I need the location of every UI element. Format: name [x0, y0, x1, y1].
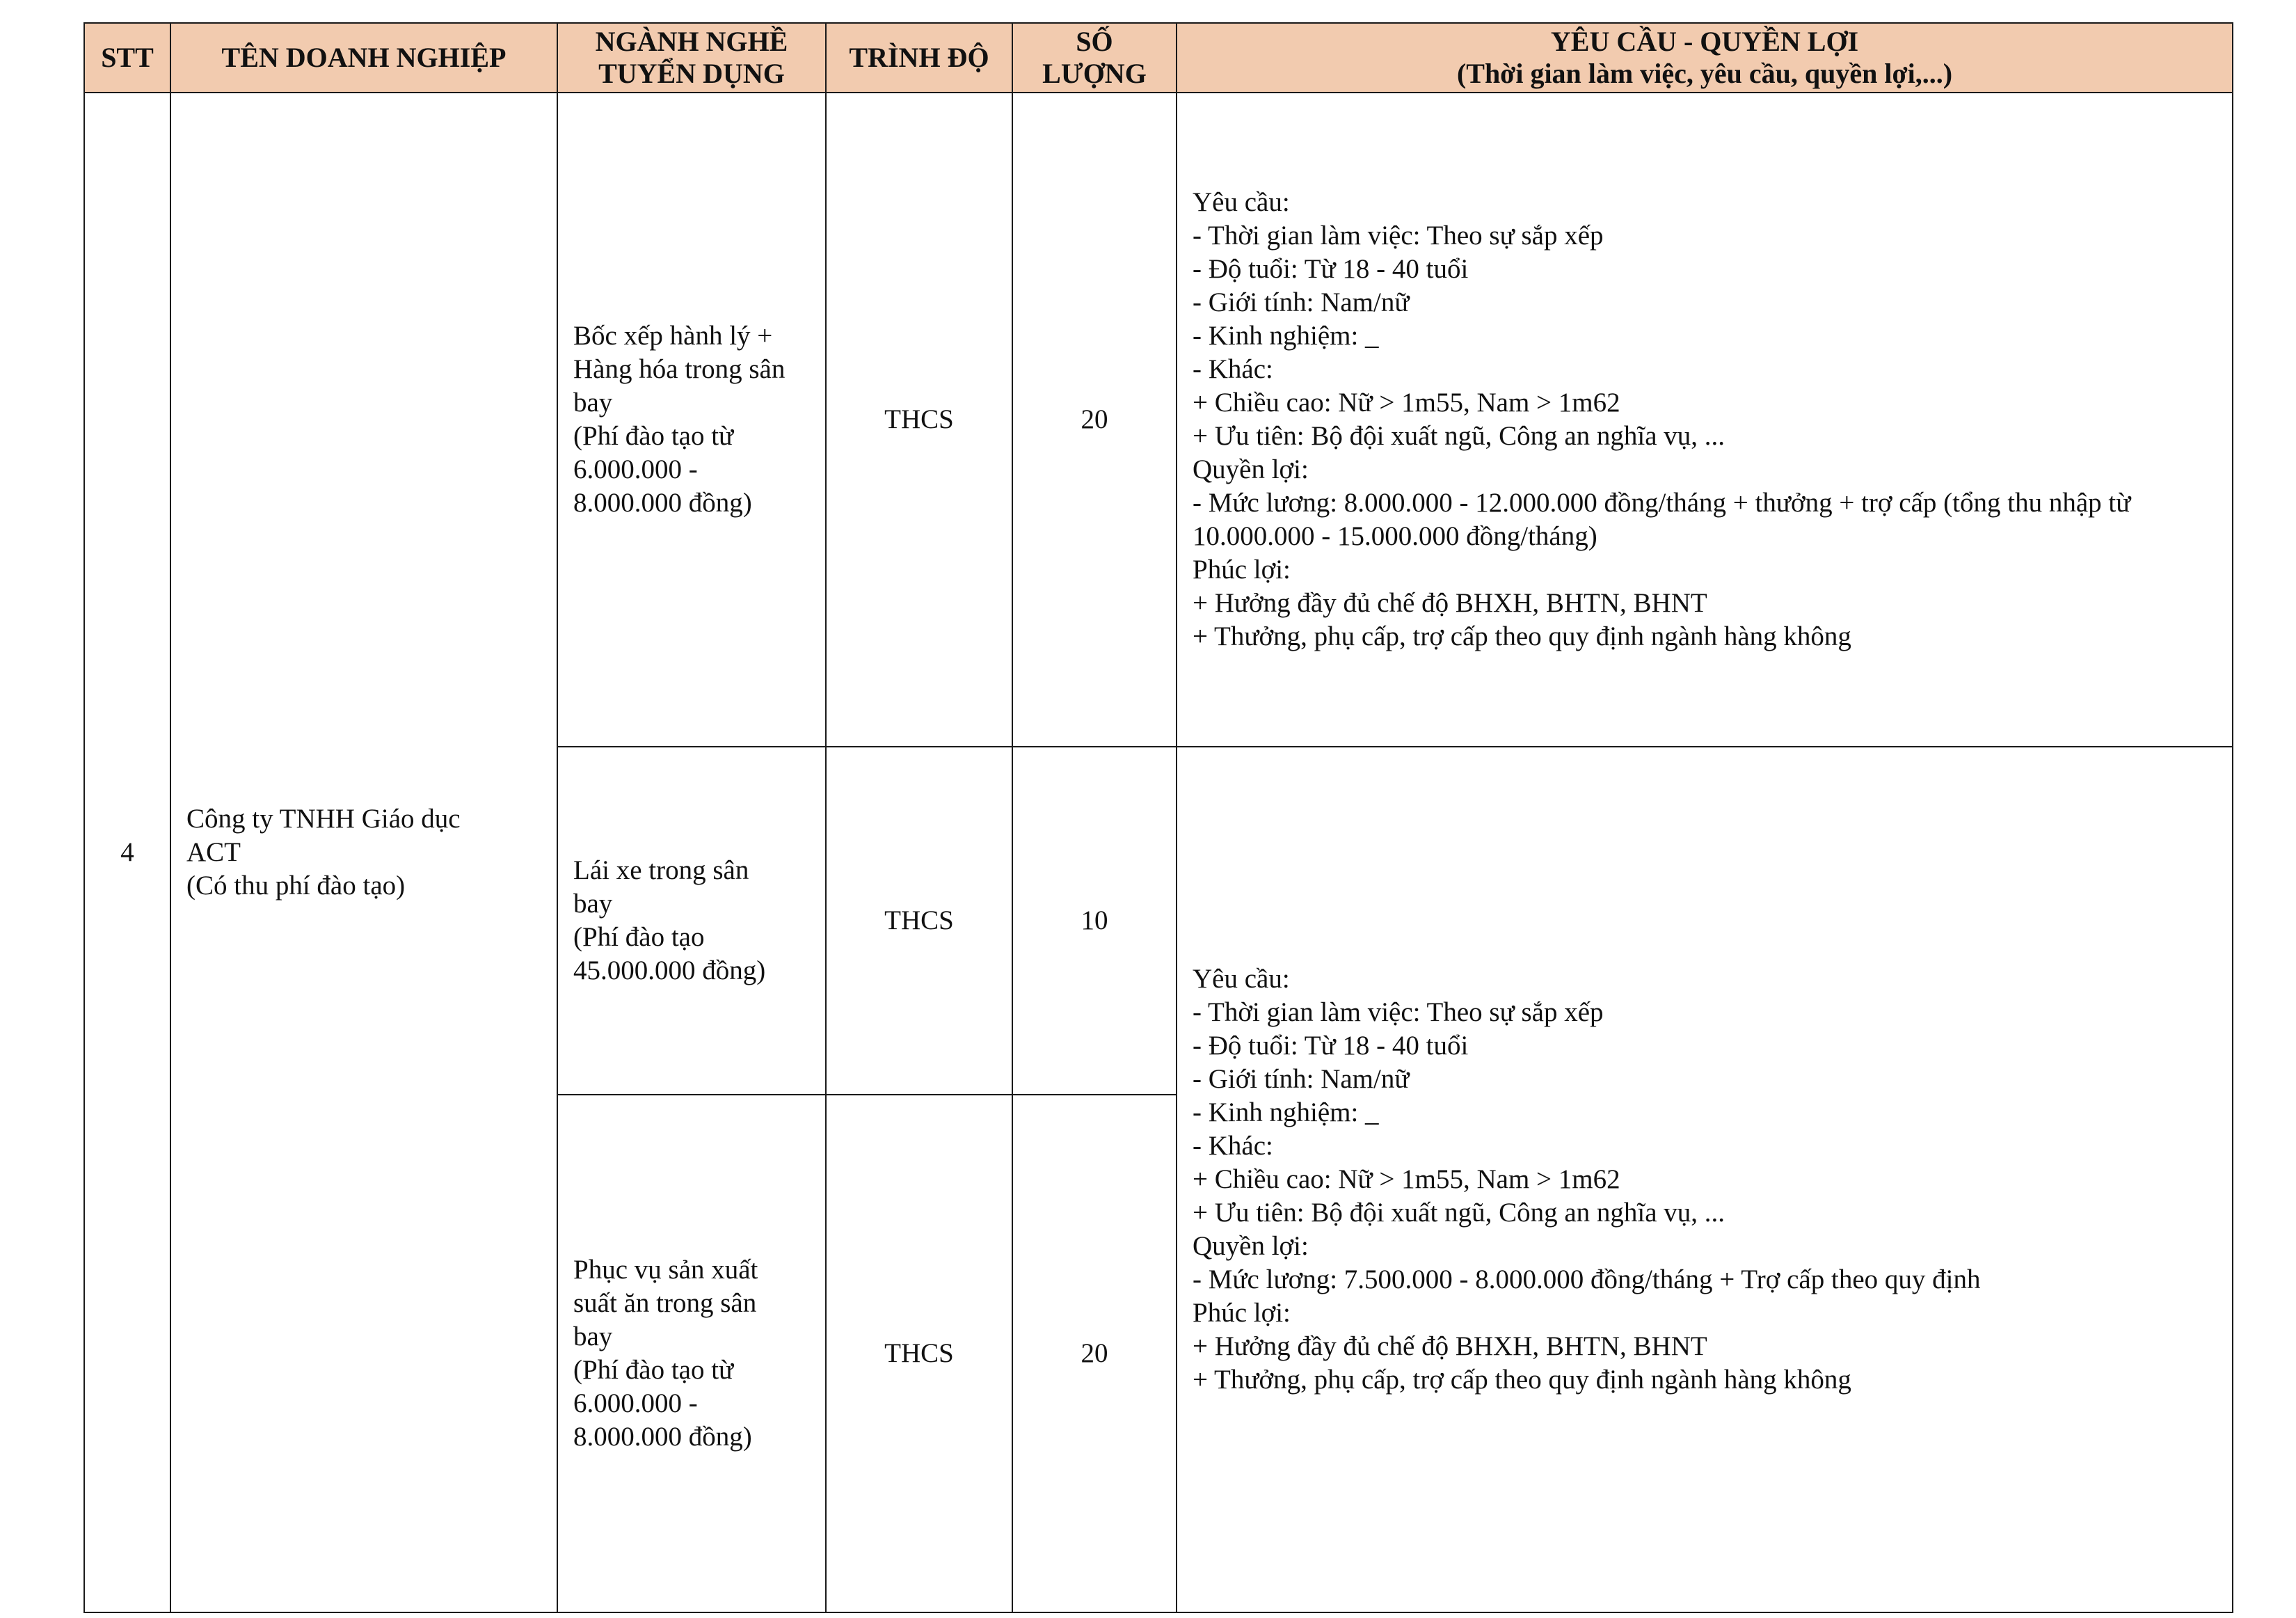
level-cell: THCS	[826, 747, 1012, 1095]
requirements-cell: Yêu cầu: - Thời gian làm việc: Theo sự sắp xếp - Độ tuổi: Từ 18 - 40 tuổi - Giới tính: Nam/nữ - Kinh nghiệm: _ - Khác: + Chiều cao: Nữ > 1m55, Nam > 1m62 + Ưu tiên: Bộ đội xuất ngũ, Công an nghĩa vụ, ... Quyền lợi: - Mức lương: 7.500.000 - 8.000.000 đồng/tháng + Trợ cấp theo quy định Phúc lợi: + Hưởng đầy đủ chế độ BHXH, BHTN, BHNT + Thưởng, phụ cấp, trợ cấp theo quy định ngành hàng không	[1177, 747, 2233, 1612]
header-quantity: SỐ LƯỢNG	[1012, 23, 1177, 93]
recruitment-table	[83, 22, 2233, 1613]
requirements-cell: Yêu cầu: - Thời gian làm việc: Theo sự sắp xếp - Độ tuổi: Từ 18 - 40 tuổi - Giới tính: Nam/nữ - Kinh nghiệm: _ - Khác: + Chiều cao: Nữ > 1m55, Nam > 1m62 + Ưu tiên: Bộ đội xuất ngũ, Công an nghĩa vụ, ... Quyền lợi: - Mức lương: 8.000.000 - 12.000.000 đồng/tháng + thưởng + trợ cấp (tổng thu nhập từ 10.000.000 - 15.000.000 đồng/tháng) Phúc lợi: + Hưởng đầy đủ chế độ BHXH, BHTN, BHNT + Thưởng, phụ cấp, trợ cấp theo quy định ngành hàng không	[1177, 93, 2233, 747]
header-requirements: YÊU CẦU - QUYỀN LỢI (Thời gian làm việc, yêu cầu, quyền lợi,...)	[1177, 23, 2233, 93]
header-level: TRÌNH ĐỘ	[826, 23, 1012, 93]
quantity-cell: 20	[1012, 1095, 1177, 1612]
level-cell: THCS	[826, 1095, 1012, 1612]
company-name-cell: Công ty TNHH Giáo dục ACT (Có thu phí đào tạo)	[170, 93, 557, 1612]
occupation-cell: Phục vụ sản xuất suất ăn trong sân bay (Phí đào tạo từ 6.000.000 - 8.000.000 đồng)	[557, 1095, 826, 1612]
level-cell: THCS	[826, 93, 1012, 747]
quantity-cell: 10	[1012, 747, 1177, 1095]
occupation-cell: Lái xe trong sân bay (Phí đào tạo 45.000.000 đồng)	[557, 747, 826, 1095]
occupation-cell: Bốc xếp hành lý + Hàng hóa trong sân bay (Phí đào tạo từ 6.000.000 - 8.000.000 đồng)	[557, 93, 826, 747]
header-stt: STT	[84, 23, 170, 93]
quantity-cell: 20	[1012, 93, 1177, 747]
table-row	[84, 93, 2233, 747]
header-company: TÊN DOANH NGHIỆP	[170, 23, 557, 93]
header-row	[84, 23, 2233, 93]
header-occupation: NGÀNH NGHỀ TUYỂN DỤNG	[557, 23, 826, 93]
stt-cell: 4	[84, 93, 170, 1612]
